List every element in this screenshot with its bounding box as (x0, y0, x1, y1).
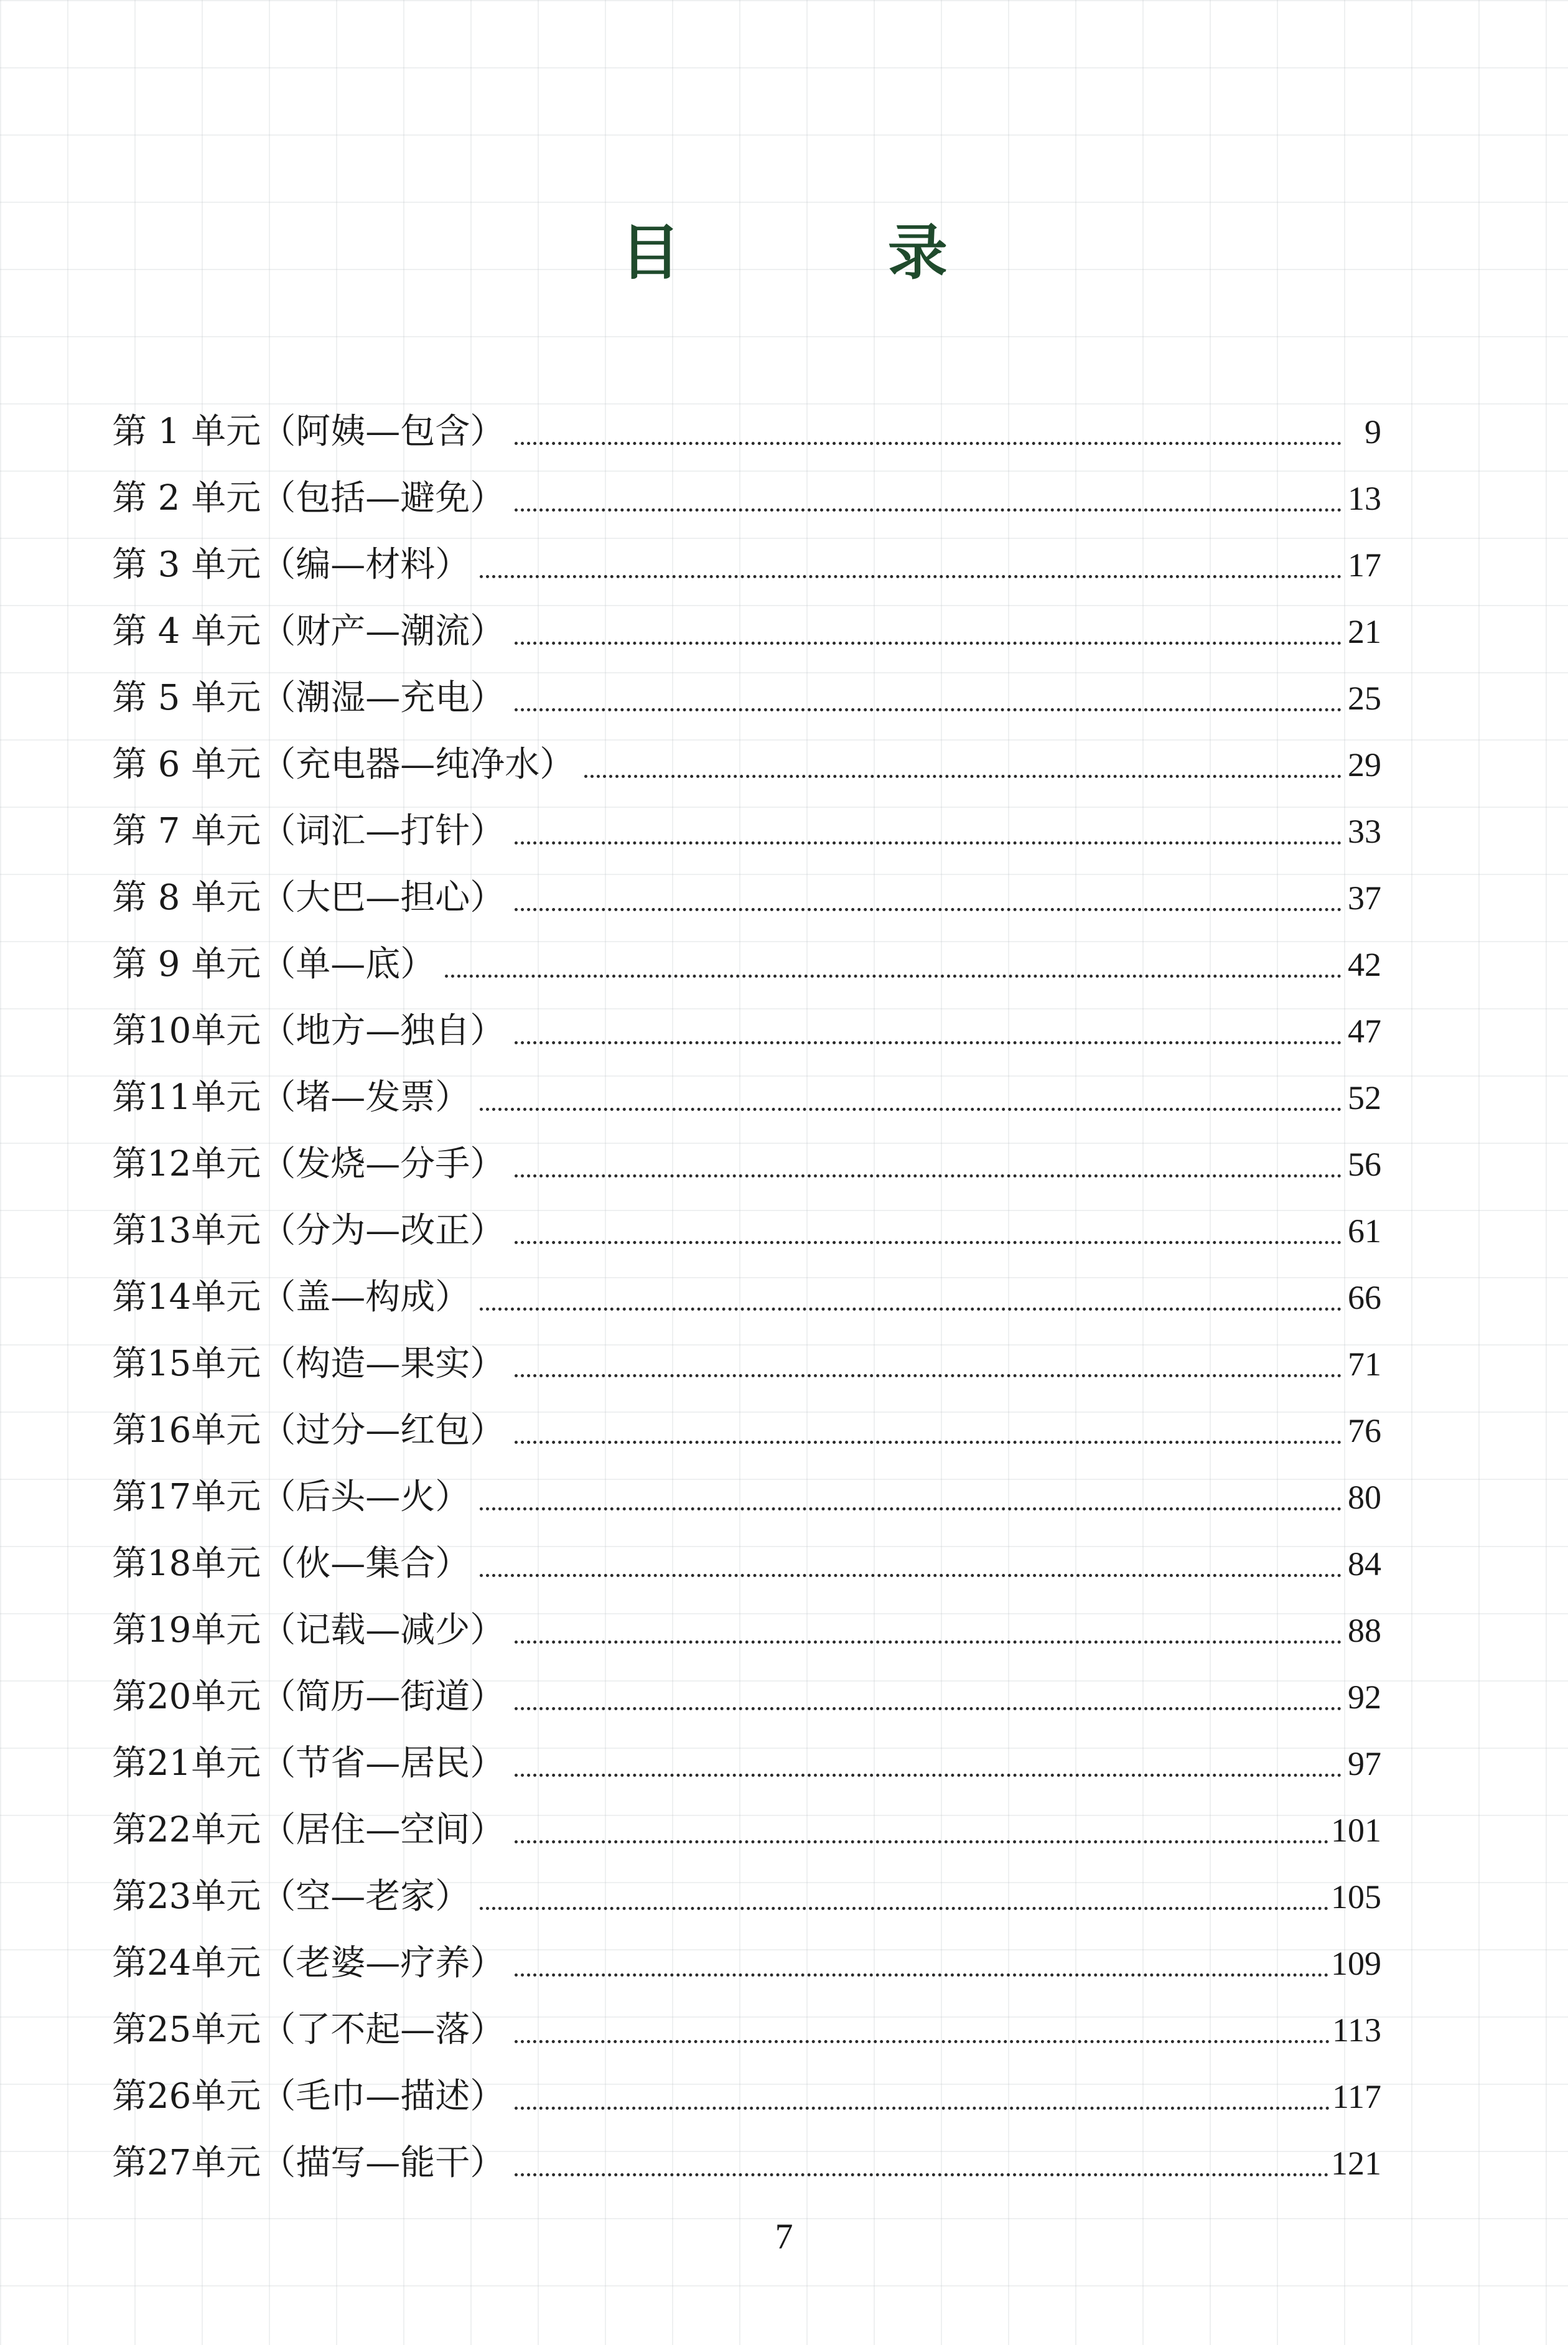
toc-entry-page: 76 (1348, 1412, 1381, 1450)
dot-leader (480, 575, 1342, 578)
dot-leader (515, 1641, 1342, 1644)
toc-entry-label: 第24单元（老婆—疗养） (112, 1942, 505, 1983)
toc-entry (112, 785, 1381, 852)
dot-leader (445, 975, 1342, 978)
dot-leader (515, 1973, 1328, 1977)
toc-entry-page: 97 (1348, 1745, 1381, 1783)
toc-entry-page: 80 (1348, 1479, 1381, 1517)
toc-entry-label: 第16单元（过分—红包） (112, 1410, 505, 1451)
dot-leader (515, 708, 1342, 711)
toc-entry-label: 第 9 单元（单—底） (112, 943, 436, 985)
toc-entry-page: 47 (1348, 1013, 1381, 1051)
toc-entry (112, 1185, 1381, 1252)
toc-entry (112, 652, 1381, 719)
toc-entry (112, 1784, 1381, 1851)
toc-entry-page: 25 (1348, 680, 1381, 718)
dot-leader (480, 1308, 1342, 1311)
dot-leader (480, 1507, 1342, 1510)
toc-entry-page: 88 (1348, 1612, 1381, 1650)
toc-entry (112, 1718, 1381, 1784)
toc-entry-label: 第23单元（空—老家） (112, 1876, 470, 1917)
toc-entry-label: 第 5 单元（潮湿—充电） (112, 677, 505, 718)
toc-entry-label: 第 3 单元（编—材料） (112, 544, 470, 585)
toc-entry (112, 1651, 1381, 1718)
table-of-contents (112, 386, 1381, 2184)
dot-leader (515, 1241, 1342, 1244)
toc-entry (112, 586, 1381, 652)
toc-entry (112, 1851, 1381, 1917)
dot-leader (515, 1374, 1342, 1377)
toc-entry-label: 第18单元（伙—集合） (112, 1543, 470, 1584)
toc-entry-label: 第 6 单元（充电器—纯净水） (112, 744, 575, 785)
toc-entry-page: 52 (1348, 1079, 1381, 1117)
toc-entry (112, 1518, 1381, 1584)
dot-leader (480, 1574, 1342, 1577)
dot-leader (515, 2040, 1330, 2043)
toc-entry (112, 985, 1381, 1052)
toc-entry (112, 1052, 1381, 1118)
toc-entry-label: 第27单元（描写—能干） (112, 2142, 505, 2183)
dot-leader (515, 1041, 1342, 1044)
toc-entry-page: 121 (1331, 2145, 1381, 2183)
toc-entry-label: 第22单元（居住—空间） (112, 1809, 505, 1850)
toc-entry-label: 第20单元（简历—街道） (112, 1676, 505, 1717)
toc-entry-label: 第26单元（毛巾—描述） (112, 2076, 505, 2117)
toc-entry (112, 1118, 1381, 1185)
dot-leader (515, 908, 1342, 911)
toc-entry (112, 852, 1381, 919)
toc-entry-page: 101 (1331, 1812, 1381, 1850)
toc-entry (112, 2051, 1381, 2117)
dot-leader (515, 1174, 1342, 1177)
dot-leader (515, 442, 1342, 445)
toc-entry-label: 第13单元（分为—改正） (112, 1210, 505, 1251)
toc-entry (112, 1252, 1381, 1318)
toc-entry (112, 1584, 1381, 1651)
toc-entry (112, 1984, 1381, 2051)
toc-entry-page: 9 (1365, 413, 1381, 451)
toc-entry (112, 386, 1381, 452)
toc-entry (112, 1318, 1381, 1385)
toc-entry-page: 21 (1348, 613, 1381, 651)
dot-leader (515, 642, 1342, 645)
toc-entry-label: 第 1 单元（阿姨—包含） (112, 411, 505, 452)
dot-leader (515, 508, 1342, 512)
toc-entry-label: 第14单元（盖—构成） (112, 1276, 470, 1318)
toc-entry (112, 2117, 1381, 2184)
toc-entry-page: 33 (1348, 813, 1381, 851)
dot-leader (515, 1774, 1342, 1777)
toc-entry-page: 84 (1348, 1545, 1381, 1583)
toc-entry-page: 37 (1348, 879, 1381, 917)
toc-entry-label: 第 8 单元（大巴—担心） (112, 877, 505, 918)
toc-entry (112, 452, 1381, 519)
toc-entry-page: 29 (1348, 746, 1381, 784)
dot-leader (515, 1441, 1342, 1444)
dot-leader (515, 2107, 1330, 2110)
toc-entry-label: 第25单元（了不起—落） (112, 2009, 505, 2050)
toc-entry-page: 71 (1348, 1346, 1381, 1383)
toc-entry-page: 61 (1348, 1212, 1381, 1250)
toc-entry-label: 第12单元（发烧—分手） (112, 1143, 505, 1184)
toc-entry-page: 92 (1348, 1678, 1381, 1716)
toc-entry (112, 1385, 1381, 1451)
dot-leader (515, 1840, 1328, 1843)
toc-entry-label: 第10单元（地方—独自） (112, 1010, 505, 1051)
toc-entry-page: 13 (1348, 480, 1381, 518)
toc-entry-label: 第 2 单元（包括—避免） (112, 477, 505, 518)
toc-entry-page: 113 (1332, 2011, 1381, 2049)
toc-entry (112, 1451, 1381, 1518)
toc-entry-label: 第 4 单元（财产—潮流） (112, 611, 505, 652)
toc-entry-page: 56 (1348, 1146, 1381, 1184)
toc-entry-label: 第19单元（记载—减少） (112, 1609, 505, 1650)
dot-leader (584, 775, 1342, 778)
toc-entry-page: 117 (1332, 2078, 1381, 2116)
toc-entry-label: 第15单元（构造—果实） (112, 1343, 505, 1384)
toc-entry-page: 109 (1331, 1945, 1381, 1983)
toc-entry-page: 17 (1348, 546, 1381, 584)
toc-entry-label: 第 7 单元（词汇—打针） (112, 810, 505, 851)
toc-entry-label: 第17单元（后头—火） (112, 1476, 470, 1517)
dot-leader (515, 1707, 1342, 1710)
page-number: 7 (775, 2216, 793, 2257)
dot-leader (515, 2173, 1328, 2176)
toc-entry-page: 42 (1348, 946, 1381, 984)
toc-entry (112, 919, 1381, 985)
toc-entry (112, 519, 1381, 586)
toc-entry-label: 第11单元（堵—发票） (112, 1077, 470, 1118)
toc-entry-page: 66 (1348, 1279, 1381, 1317)
toc-entry (112, 1917, 1381, 1984)
toc-entry (112, 719, 1381, 785)
toc-entry-page: 105 (1331, 1878, 1381, 1916)
dot-leader (480, 1108, 1342, 1111)
dot-leader (480, 1907, 1328, 1910)
dot-leader (515, 841, 1342, 845)
page-title: 目 录 (620, 217, 1041, 288)
toc-entry-label: 第21单元（节省—居民） (112, 1743, 505, 1784)
